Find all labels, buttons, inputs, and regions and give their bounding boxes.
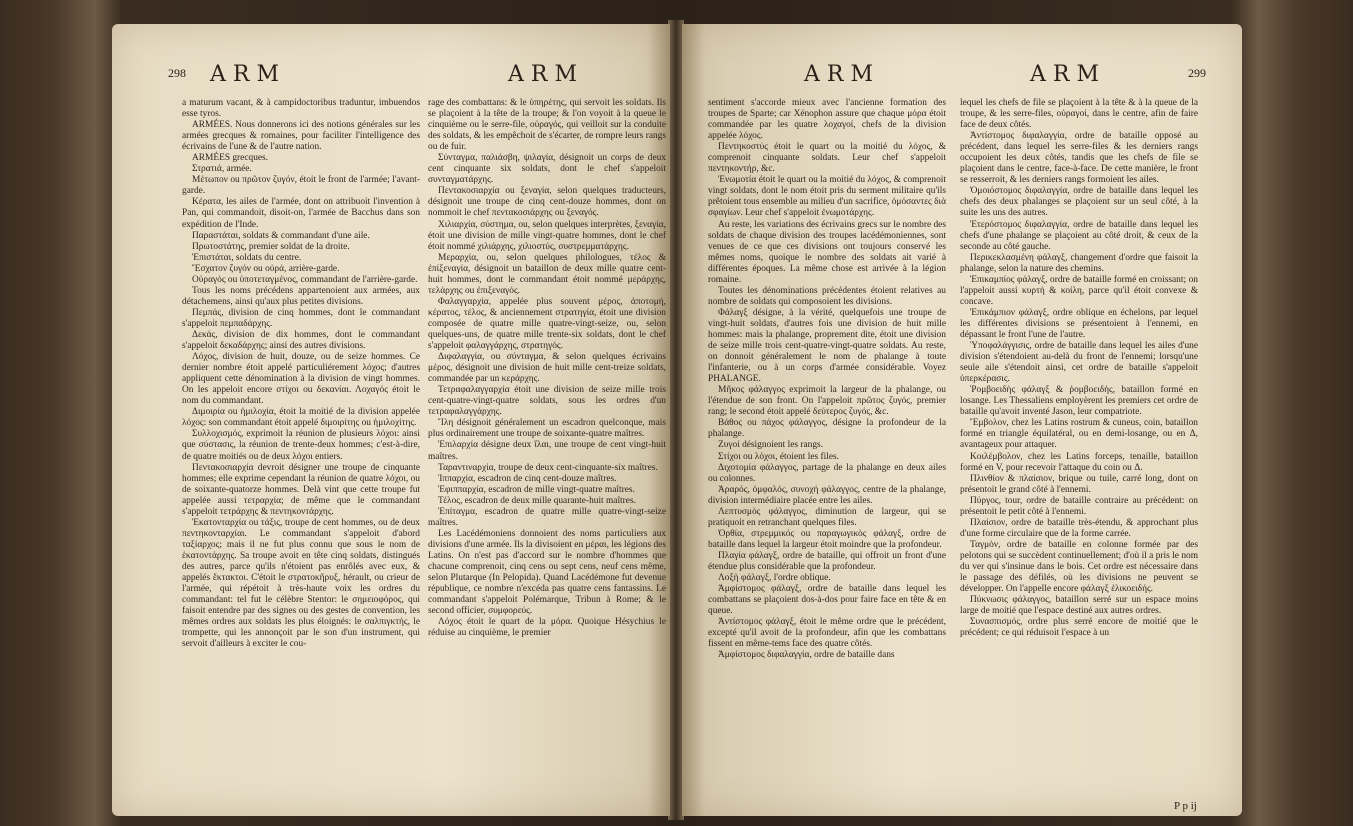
paragraph: Ἀμφίστομος φάλαγξ, ordre de bataille dans lequel les combattans se plaçoient dos-à-dos pour faire face en tête & en queue. — [708, 584, 946, 617]
running-head-right: A R M — [1030, 62, 1099, 87]
paragraph: Στίχοι ou λόχοι, étoient les files. — [718, 451, 839, 462]
paragraph: Ζυγοί désignoient les rangs. — [718, 440, 824, 451]
paragraph: Ἑκατονταρχία ou τάξις, troupe de cent hommes, ou de deux πεντηκονταρχίαι. Le commandant s'appeloit d'abord ταξίαρχος; mais il ne fut plus connu que sous le nom de ἑκατοντάρχης. Sa troupe avoit en tête cinq soldats, distingués des autres, parce qu'ils n'étoient pas enrôlés avec eux, & appelés ἔκτακτοι. C'étoit le στρατοκῆρυξ, hérault, ou crieur de l'armée, qui répétoit à très-haute voix les ordres du commandant: tel fut le célèbre Stentor: le σημειοφόρος, qui faisoit entendre par des signes ou des gestes de convention, les mêmes ordres aux soldats les plus éloignés: le σαλπιγκτής, le trompette, qui les annonçoit par le son d'un instrument, qui servoit d'ailleurs à exciter le cou- — [182, 517, 420, 650]
right-page-column-1 — [708, 98, 946, 818]
paragraph: Ἐπικάμπιον φάλαγξ, ordre oblique en échelons, par lequel les différentes divisions se présentoient à l'ennemi, en dépassant le front l'une de l'autre. — [960, 307, 1198, 340]
paragraph: Λόχος, division de huit, douze, ou de seize hommes. Ce dernier nombre étoit appelé particuliérement λόχος; d'autres appliquent cette dénomination à la division de vingt hommes. On les appeloit encore στίχοι ou δεκανίαι. Λοχαγός étoit le nom du commandant. — [182, 352, 420, 407]
running-head-left: A R M — [804, 62, 873, 87]
paragraph: Τέλος, escadron de deux mille quarante-huit maîtres. — [438, 495, 636, 506]
paragraph: Πεντακοσιαρχία ou ξεναγία, selon quelques traducteurs, désignoit une troupe de cinq cent-douze hommes, dont on nommoit le chef πεντακοσιάρχης ou ξεναγός. — [428, 186, 666, 219]
paragraph: Πλινθίον & πλαίσιον, brique ou tuile, carré long, dont on présentoit le grand côté à l'ennemi. — [960, 473, 1198, 495]
paragraph: Τετραφαλαγγαρχία étoit une division de seize mille trois cent-quatre-vingt-quatre soldats, sous les ordres d'un τετραφαλαγγάρχης. — [428, 385, 666, 418]
paragraph: Μεραρχία, ou, selon quelques philologues, τέλος & ἐπίξεναγία, désignoit un bataillon de deux mille quatre cent-huit hommes, dont le commandant étoit nommé μεράρχης, τελάρχης ou ἐπιξεναγός. — [428, 252, 666, 296]
paragraph: Πρωτοστάτης, premier soldat de la droite. — [192, 241, 350, 252]
paragraph: Κέρατα, les ailes de l'armée, dont on attribuoit l'invention à Pan, qui commandoit, disoit-on, l'armée de Bacchus dans son expédition de l'Inde. — [182, 197, 420, 230]
paragraph: Περικεκλασμένη φάλαγξ, changement d'ordre que faisoit la phalange, selon la nature des chemins. — [960, 252, 1198, 274]
paragraph: Συλλοχισμός, exprimoit la réunion de plusieurs λόχοι: ainsi que σύστασις, la réunion de trente-deux hommes; c'est-à-dire, de quatre moitiés ou de deux λόχοι entiers. — [182, 429, 420, 462]
paragraph: Toutes les dénominations précédentes étoient relatives au nombre de soldats qui composoient les divisions. — [708, 285, 946, 307]
paragraph: Ἐπιλαρχία désigne deux ἴλαι, une troupe de cent vingt-huit maîtres. — [428, 440, 666, 462]
paragraph: Ἐνωμοτία étoit le quart ou la moitié du λόχος, & comprenoit vingt soldats, dont le nom étoit pris du serment militaire qu'ils prêtoient tous ensemble au milieu d'un sacrifice, ὀμόσαντες διὰ σφαγίων. Leur chef s'appeloit ἐνωμοτάρχης. — [708, 175, 946, 219]
paragraph: Ἔμβολον, chez les Latins rostrum & cuneus, coin, bataillon formé en triangle équilatéral, ou en demi-losange, ou en Δ, avantageux pour attaquer. — [960, 418, 1198, 451]
paragraph: Μῆκος φάλαγγος exprimoit la largeur de la phalange, ou l'étendue de son front. On l'appeloit πρῶτος ζυγός, premier rang; le second étoit appelé δεύτερος ζυγός, &c. — [708, 385, 946, 418]
paragraph: Ἀντίστομος φάλαγξ, étoit le même ordre que le précédent, excepté qu'il avoit de la profondeur, afin que les combattans fissent en même-tems face des quatre côtés. — [708, 617, 946, 650]
paragraph: Ἱππαρχία, escadron de cinq cent-douze maîtres. — [438, 473, 617, 484]
left-page-column-2 — [428, 98, 666, 818]
paragraph: Διφαλαγγία, ou σύνταγμα, & selon quelques écrivains μέρος, désignoit une division de huit mille cent-treize soldats, commandée par un κεράρχης. — [428, 352, 666, 385]
running-head-right: A R M — [508, 62, 577, 87]
paragraph: Πύργος, tour, ordre de bataille contraire au précédent: on présentoit le petit côté à l'ennemi. — [960, 495, 1198, 517]
paragraph: Λεπτυσμὸς φάλαγγος, diminution de largeur, qui se pratiquoit en retranchant quelques files. — [708, 506, 946, 528]
paragraph: Ῥομβοειδὴς φάλαγξ & ῥομβοειδὴς, bataillon formé en losange. Les Thessaliens employèrent les premiers cet ordre de bataille qu'avoit inventé Jason, leur compatriote. — [960, 385, 1198, 418]
paragraph: lequel les chefs de file se plaçoient à la tête & à la queue de la troupe, & les serre-files, οὐραγοί, dans le centre, afin de faire face de deux côtés. — [960, 98, 1198, 131]
paragraph: Ἀμφίστομος διφαλαγγία, ordre de bataille dans — [718, 650, 895, 661]
paragraph: Ταραντιναρχία, troupe de deux cent-cinquante-six maîtres. — [438, 462, 658, 473]
paragraph: Βάθος ou πάχος φάλαγγος, désigne la profondeur de la phalange. — [708, 418, 946, 440]
paragraph: rage des combattans: & le ὑπηρέτης, qui servoit les soldats. Ils se plaçoient à la tête de la troupe; & l'on voyoit à la queue le cinquième ou le serre-file, οὐραγός, qui veilloit sur la conduite des soldats, & les empêchoit de s'écarter, de rompre leurs rangs ou de fuir. — [428, 98, 666, 153]
paragraph: Les Lacédémoniens donnoient des noms particuliers aux divisions d'une armée. Ils la divisoient en μέραι, les légions des Latins. On n'est pas d'accord sur le nombre d'hommes que chacune comprenoit, cinq cens ou sept cens, neuf cens même, selon Plutarque (In Pelopida). Quand Lacédémone fut devenue république, ce nombre n'excéda pas quatre cens fantassins. Le commandant s'appeloit Polémarque, Tribun à Rome; & le second officier, συμφορεύς. — [428, 528, 666, 617]
paragraph: Δεκάς, division de dix hommes, dont le commandant s'appeloit δεκαδάρχης; ainsi des autres divisions. — [182, 329, 420, 352]
left-page-column-1 — [182, 98, 420, 818]
paragraph: Ταγμὸν, ordre de bataille en colonne formée par des pelotons qui se succèdent continuellement; d'où il a pris le nom du ver qui s'insinue dans le bois. Cet ordre est nécessaire dans le passage des défilés, où les divisions ne peuvent se développer. On l'appelle encore φάλαγξ ἑλικοειδής. — [960, 539, 1198, 595]
paragraph: Ἐπικαμπίος φάλαγξ, ordre de bataille formé en croissant; on l'appeloit aussi κυρτὴ & κοίλη, parce qu'il étoit convexe & concave. — [960, 274, 1198, 307]
paragraph: Συνασπισμός, ordre plus serré encore de moitié que le précédent; ce qui réduisoit l'espace à un — [960, 617, 1198, 639]
paragraph: Διχοτομία φάλαγγος, partage de la phalange en deux ailes ou colonnes. — [708, 462, 946, 484]
paragraph: Ἀντίστομος διφαλαγγία, ordre de bataille opposé au précédent, dans lequel les serre-files & les derniers rangs occupoient les deux côtés, tandis que les chefs de file se plaçoient dans le centre, face-à-face. De cette manière, le front se resserroit, & les derniers rangs formoient les ailes. — [960, 131, 1198, 186]
paragraph: Tous les noms précédens appartenoient aux armées, aux détachemens, ainsi qu'aux plus petites divisions. — [182, 285, 420, 307]
paragraph: Μέτωπον ou πρῶτον ζυγόν, étoit le front de l'armée; l'avant-garde. — [182, 175, 420, 197]
right-page-column-2 — [960, 98, 1198, 818]
paragraph: Σύνταγμα, παλιάσβη, ψιλαγία, désignoit un corps de deux cent cinquante six soldats, dont le chef s'appeloit συνταγματάρχης. — [428, 153, 666, 186]
paragraph: Λόχος étoit le quart de la μόρα. Quoique Hésychius le réduise au cinquième, le premier — [428, 617, 666, 639]
paragraph: ARMÉES grecques. — [192, 153, 269, 164]
paragraph: Ἐφιππαρχία, escadron de mille vingt-quatre maîtres. — [438, 484, 635, 495]
paragraph: Πλαγία φάλαγξ, ordre de bataille, qui offroit un front d'une étendue plus considérable que la profondeur. — [708, 550, 946, 572]
paragraph: Διμοιρία ou ἡμιλοχία, étoit la moitié de la division appelée λόχος: son commandant étoit appelé διμοιρίτης ou ἡμιλοχίτης. — [182, 407, 420, 429]
paragraph: Πύκνωσις φάλαγγος, bataillon serré sur un espace moins large de moitié que l'espace destiné aux autres ordres. — [960, 595, 1198, 617]
paragraph: Φάλαγξ désigne, à la vérité, quelquefois une troupe de vingt-huit soldats, d'autres fois une division de huit mille hommes: mais la phalange, proprement dite, étoit une division de seize mille trois cent-quatre-vingt-quatre soldats. Au reste, on donnoit généralement le nom de phalange à toute l'infanterie, ou à un corps d'armée considérable. Voyez PHALANGE. — [708, 307, 946, 385]
signature-mark: P p ij — [1174, 800, 1197, 812]
paragraph: Πεντηκοστύς étoit le quart ou la moitié du λόχος, & comprenoit cinquante soldats. Leur chef s'appeloit πεντηκοντήρ, &c. — [708, 142, 946, 175]
paragraph: Πλαίσιον, ordre de bataille très-étendu, & approchant plus d'une forme circulaire que de la forme carrée. — [960, 517, 1198, 539]
paragraph: Χιλιαρχία, σύστημα, ou, selon quelques interprètes, ξεναγία, étoit une division de mille vingt-quatre hommes, dont le chef étoit nommé χιλιάρχης, χιλιοστύς, συστρεμματάρχης. — [428, 219, 666, 252]
paragraph: Ἀραρός, ὀμφαλός, συνοχή φάλαγγος, centre de la phalange, division intermédiaire placée entre les ailes. — [708, 484, 946, 506]
paragraph: sentiment s'accorde mieux avec l'ancienne formation des troupes de Sparte; car Xénophon assure que chaque μόρα étoit commandée par les quatre λοχαγοί, chefs de la division appelée λόχος. — [708, 98, 946, 142]
paragraph: Ἐπίταγμα, escadron de quatre mille quatre-vingt-seize maîtres. — [428, 506, 666, 528]
running-head-left: A R M — [210, 62, 279, 87]
paragraph: Λοξὴ φάλαγξ, l'ordre oblique. — [718, 573, 831, 584]
paragraph: Ἴλη désignoit généralement un escadron quelconque, mais plus ordinairement une troupe de soixante-quatre maîtres. — [428, 418, 666, 440]
paragraph: Ὀρθία, στρεμμικός ou παραγωγικὸς φάλαγξ, ordre de bataille dans lequel la largeur étoit moindre que la profondeur. — [708, 528, 946, 550]
paragraph: a maturum vacant, & à campidoctoribus traduntur, imbuendos esse tyros. — [182, 98, 420, 120]
paragraph: Πεμπάς, division de cinq hommes, dont le commandant s'appeloit πεμπαδάρχης. — [182, 307, 420, 329]
paragraph: Στρατιά, armée. — [192, 164, 252, 175]
paragraph: Παραστάται, soldats & commandant d'une aile. — [192, 230, 370, 241]
paragraph: Ἐπιστάται, soldats du centre. — [192, 252, 302, 263]
page-number: 298 — [168, 66, 186, 80]
paragraph: Οὐραγός ou ὑποτεταγμένος, commandant de l'arrière-garde. — [192, 274, 418, 285]
page-number: 299 — [1188, 66, 1206, 80]
left-page — [112, 24, 670, 816]
paragraph: Au reste, les variations des écrivains grecs sur le nombre des soldats de chaque division des troupes lacédémoniennes, sont venues de ce que ces divisions ont toujours conservé les mêmes noms, quoique le nombre des soldats ait varié à différentes époques. La même chose est arrivée à la légion romaine. — [708, 219, 946, 285]
right-page — [682, 24, 1242, 816]
paragraph: Φαλαγγαρχία, appelée plus souvent μέρος, ἀποτομή, κέρατος, τέλος, & anciennement στρατηγία, étoit une division composée de quatre mille quatre-vingt-seize, ou, selon quelques-uns, de quatre mille trente-six soldats, dont le chef s'appeloit φαλαγγάρχης, στρατηγός. — [428, 296, 666, 352]
paragraph: Ὑποφαλάγγισις, ordre de bataille dans lequel les ailes d'une division s'étendoient au-delà du front de l'ennemi; lorsqu'une seule aile s'étendoit ainsi, cet ordre de bataille s'appeloit ὑπερκέρασις. — [960, 341, 1198, 385]
paragraph: Κοιλέμβολον, chez les Latins forceps, tenaille, bataillon formé en V, pour recevoir l'attaque du coin ou Δ. — [960, 451, 1198, 473]
paragraph: Πεντακοσιαρχία devroit désigner une troupe de cinquante hommes; elle exprime cependant la réunion de quatre λόχοι, ou de soixante-quatorze hommes. Delà vint que cette troupe fut appelée aussi τετραρχία; de même que le commandant s'appeloit τετράρχης & πεντηκοντάρχης. — [182, 462, 420, 517]
paragraph: Ἔσχατον ζυγόν ou οὐρά, arrière-garde. — [192, 263, 340, 274]
paragraph: Ὁμοιόστομος διφαλαγγία, ordre de bataille dans lequel les chefs des deux phalanges se plaçoient sur un seul côté, à la suite les uns des autres. — [960, 186, 1198, 219]
paragraph: Ἑτερόστομος διφαλαγγία, ordre de bataille dans lequel les chefs d'une phalange se plaçoient au côté droit, & ceux de la seconde au côté gauche. — [960, 219, 1198, 252]
paragraph: ARMÉES. Nous donnerons ici des notions générales sur les armées grecques & romaines, pour faciliter l'intelligence des écrivains de l'une & de l'autre nation. — [182, 120, 420, 153]
